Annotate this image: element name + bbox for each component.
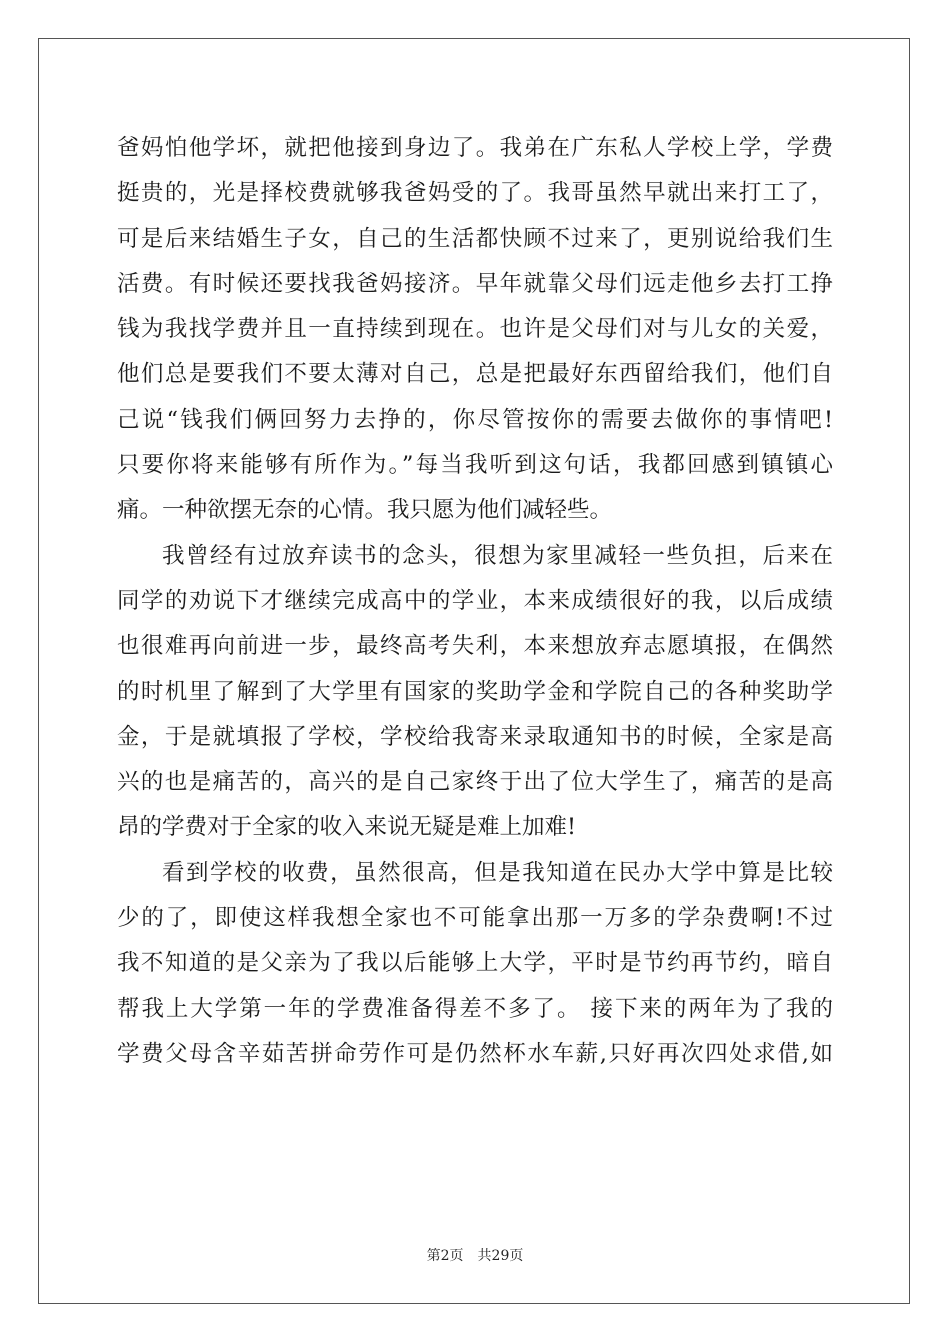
text-line: 我不知道的是父亲为了我以后能够上大学，平时是节约再节约，暗自 [117,950,833,977]
page-footer [0,1246,950,1266]
text-line: 挺贵的，光是择校费就够我爸妈受的了。我哥虽然早就出来打工了， [117,180,833,207]
text-line: 帮我上大学第一年的学费准备得差不多了。 接下来的两年为了我的 [117,995,833,1022]
text-line: 看到学校的收费，虽然很高，但是我知道在民办大学中算是比较 [162,859,833,886]
page-number: 第2页 [426,1248,464,1264]
page-total: 共29页 [477,1248,524,1264]
text-line: 可是后来结婚生子女，自己的生活都快顾不过来了，更别说给我们生 [117,225,833,252]
text-line: 己说“钱我们俩回努力去挣的，你尽管按你的需要去做你的事情吧! [117,406,833,433]
body-text [117,126,833,1077]
text-line: 痛。一种欲摆无奈的心情。我只愿为他们减轻些。 [117,497,613,524]
text-line: 他们总是要我们不要太薄对自己，总是把最好东西留给我们，他们自 [117,361,833,388]
text-line: 我曾经有过放弃读书的念头，很想为家里减轻一些负担，后来在 [162,542,833,569]
text-line: 同学的劝说下才继续完成高中的学业，本来成绩很好的我，以后成绩 [117,587,833,614]
text-line: 爸妈怕他学坏，就把他接到身边了。我弟在广东私人学校上学，学费 [117,135,833,161]
text-line: 金，于是就填报了学校，学校给我寄来录取通知书的时候，全家是高 [117,723,833,750]
text-line: 昂的学费对于全家的收入来说无疑是难上加难! [117,814,577,841]
text-line: 兴的也是痛苦的，高兴的是自己家终于出了位大学生了，痛苦的是高 [117,769,833,796]
text-line: 钱为我找学费并且一直持续到现在。也许是父母们对与儿女的关爱， [117,316,833,343]
text-line: 学费父母含辛茹苦拼命劳作可是仍然杯水车薪,只好再次四处求借,如 [117,1040,833,1067]
text-line: 的时机里了解到了大学里有国家的奖助学金和学院自己的各种奖助学 [117,678,833,705]
text-line: 活费。有时候还要找我爸妈接济。早年就靠父母们远走他乡去打工挣 [117,270,833,297]
text-line: 也很难再向前进一步，最终高考失利，本来想放弃志愿填报，在偶然 [117,633,833,660]
text-line: 只要你将来能够有所作为。”每当我听到这句话，我都回感到镇镇心 [117,452,833,479]
text-line: 少的了，即使这样我想全家也不可能拿出那一万多的学杂费啊!不过 [117,905,833,932]
